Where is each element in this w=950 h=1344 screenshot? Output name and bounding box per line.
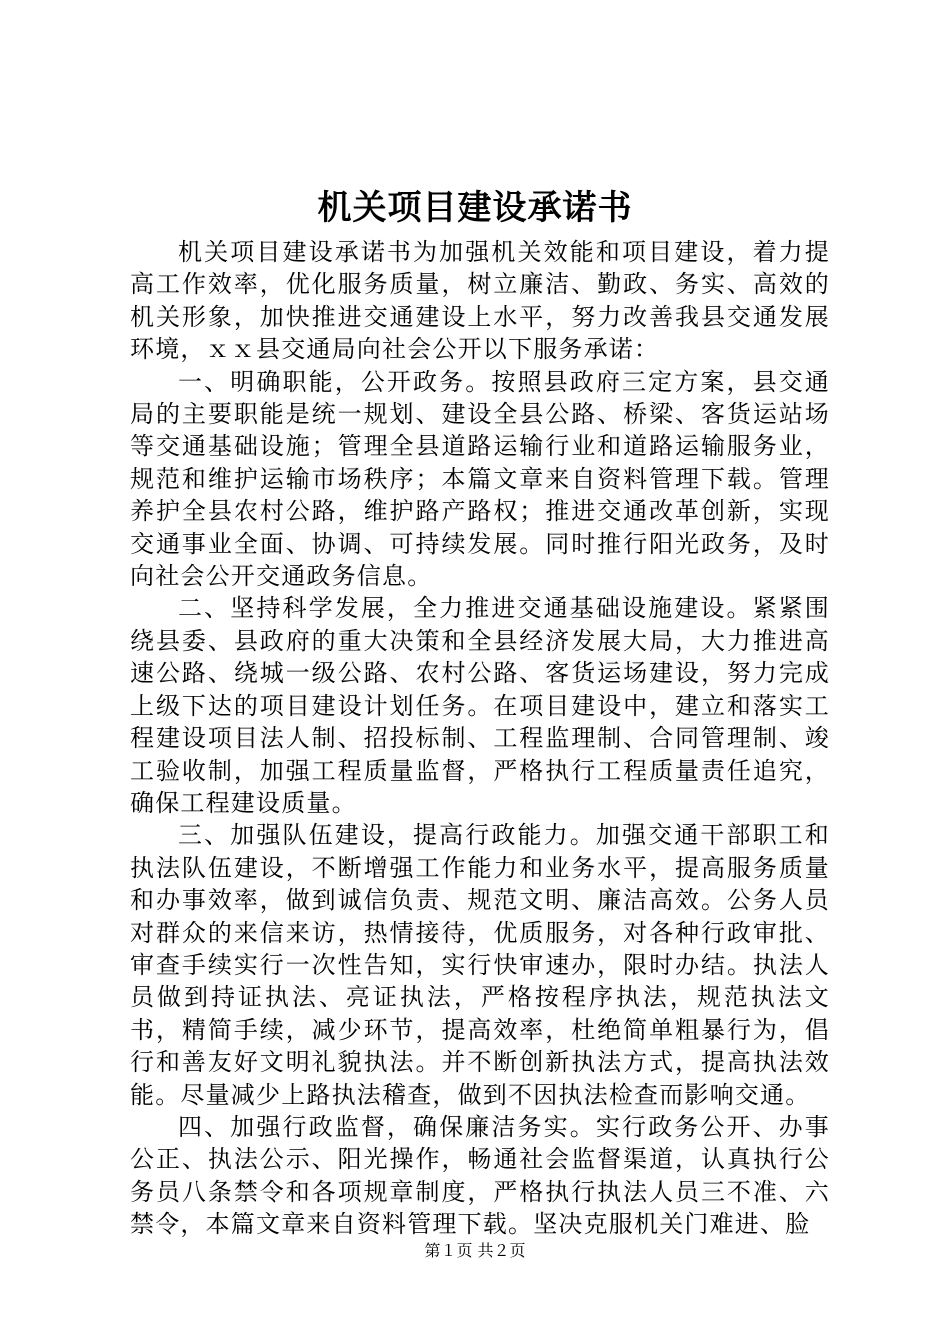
paragraph-intro: 机关项目建设承诺书为加强机关效能和项目建设，着力提高工作效率，优化服务质量，树立廉洁、勤政、务实、高效的机关形象，加快推进交通建设上水平，努力改善我县交通发展环境，ｘｘ县交通局向社会公开以下服务承诺： <box>130 238 830 364</box>
paragraph-section-2: 二、坚持科学发展，全力推进交通基础设施建设。紧紧围绕县委、县政府的重大决策和全县经济发展大局，大力推进高速公路、绕城一级公路、农村公路、客货运场建设，努力完成上级下达的项目建设计划任务。在项目建设中，建立和落实工程建设项目法人制、招投标制、工程监理制、合同管理制、竣工验收制，加强工程质量监督，严格执行工程质量责任追究，确保工程建设质量。 <box>130 594 830 817</box>
page-number-footer: 第１页 共２页 <box>424 1241 526 1260</box>
paragraph-section-3: 三、加强队伍建设，提高行政能力。加强交通干部职工和执法队伍建设，不断增强工作能力和业务水平，提高服务质量和办事效率，做到诚信负责、规范文明、廉洁高效。公务人员对群众的来信来访，热情接待，优质服务，对各种行政审批、审查手续实行一次性告知，实行快审速办，限时办结。执法人员做到持证执法、亮证执法，严格按程序执法，规范执法文书，精简手续，减少环节，提高效率，杜绝简单粗暴行为，倡行和善友好文明礼貌执法。并不断创新执法方式，提高执法效能。尽量减少上路执法稽查，做到不因执法检查而影响交通。 <box>130 821 830 1109</box>
paragraph-section-1: 一、明确职能，公开政务。按照县政府三定方案，县交通局的主要职能是统一规划、建设全县公路、桥梁、客货运站场等交通基础设施；管理全县道路运输行业和道路运输服务业，规范和维护运输市场秩序；本篇文章来自资料管理下载。管理养护全县农村公路，维护路产路权；推进交通改革创新，实现交通事业全面、协调、可持续发展。同时推行阳光政务，及时向社会公开交通政务信息。 <box>130 367 830 591</box>
document-body <box>130 236 830 1241</box>
paragraph-section-4: 四、加强行政监督，确保廉洁务实。实行政务公开、办事公正、执法公示、阳光操作，畅通社会监督渠道，认真执行公务员八条禁令和各项规章制度，严格执行执法人员三不准、六禁令，本篇文章来自资料管理下载。坚决克服机关门难进、脸 <box>130 1112 830 1239</box>
document-title: 机关项目建设承诺书 <box>317 188 633 228</box>
